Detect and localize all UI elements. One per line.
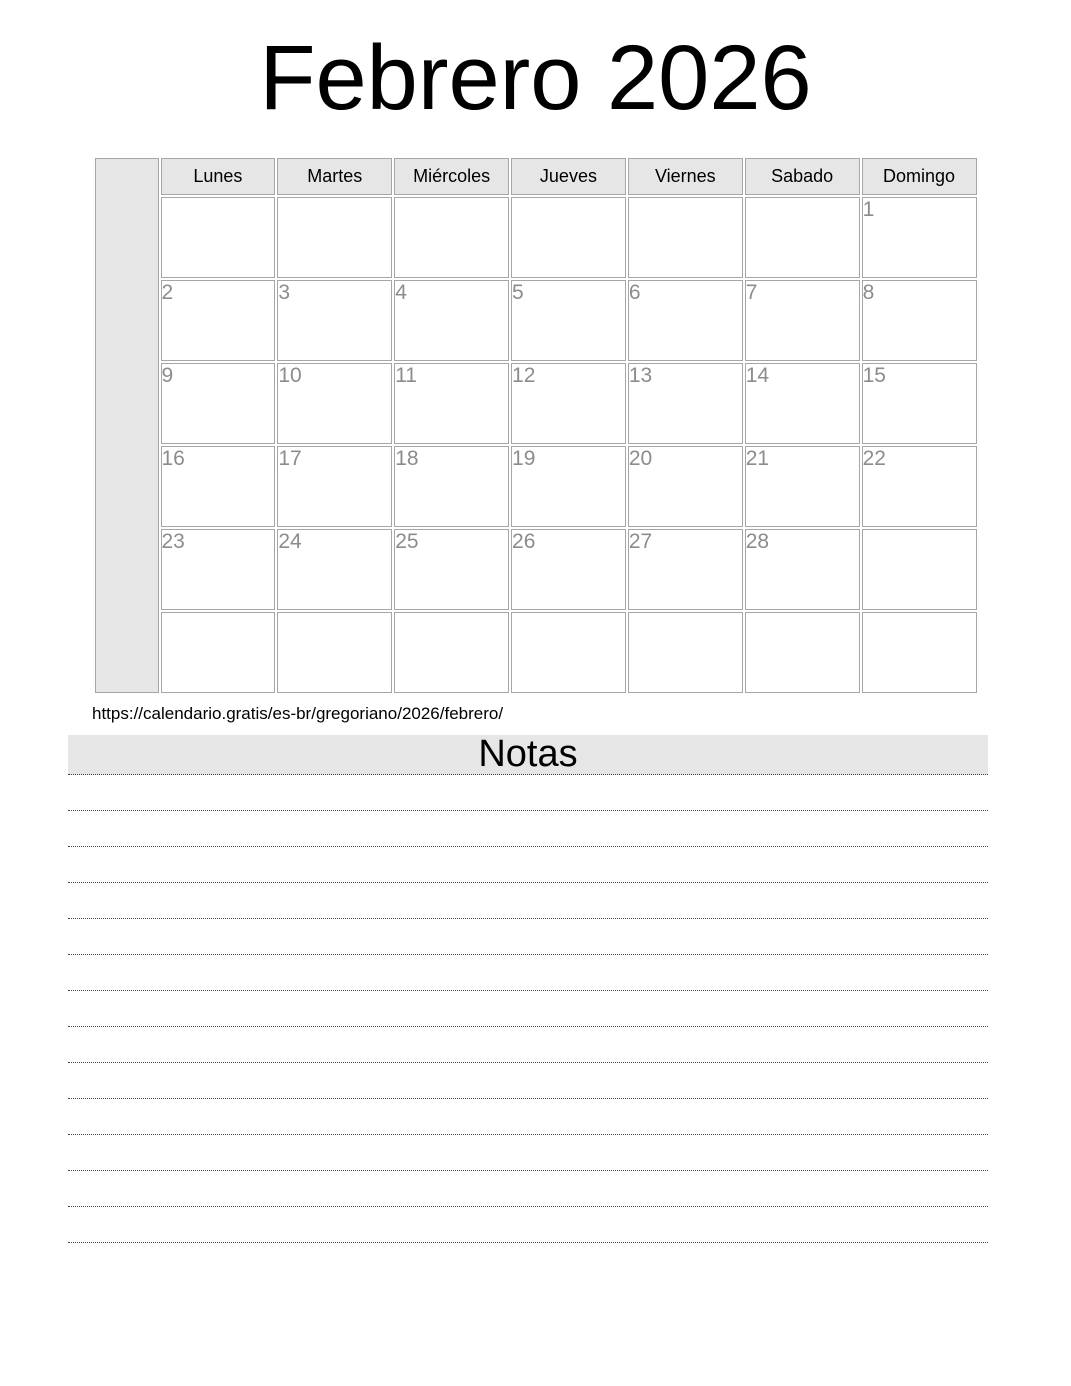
day-cell-11: 11 [394, 363, 509, 444]
day-cell-empty [394, 197, 509, 278]
day-cell-27: 27 [628, 529, 743, 610]
day-cell-23: 23 [161, 529, 276, 610]
week-row [95, 529, 977, 610]
day-cell-5: 5 [511, 280, 626, 361]
day-cell-3: 3 [277, 280, 392, 361]
note-line [68, 991, 988, 1027]
week-row [95, 363, 977, 444]
day-cell-17: 17 [277, 446, 392, 527]
day-cell-28: 28 [745, 529, 860, 610]
day-cell-1: 1 [862, 197, 977, 278]
weekday-header-miércoles: Miércoles [394, 158, 509, 195]
note-line [68, 1027, 988, 1063]
day-cell-empty [862, 529, 977, 610]
day-cell-22: 22 [862, 446, 977, 527]
day-cell-20: 20 [628, 446, 743, 527]
day-cell-empty [628, 197, 743, 278]
day-cell-empty [277, 197, 392, 278]
weekday-header-jueves: Jueves [511, 158, 626, 195]
day-cell-empty [161, 612, 276, 693]
weekday-header-sabado: Sabado [745, 158, 860, 195]
day-cell-4: 4 [394, 280, 509, 361]
week-number-column [95, 158, 159, 693]
notes-section [68, 735, 988, 1243]
note-line [68, 775, 988, 811]
note-line [68, 955, 988, 991]
day-cell-25: 25 [394, 529, 509, 610]
note-line [68, 847, 988, 883]
weekday-header-viernes: Viernes [628, 158, 743, 195]
week-row [95, 197, 977, 278]
day-cell-empty [511, 612, 626, 693]
note-line [68, 1099, 988, 1135]
week-row [95, 446, 977, 527]
weekday-header-row [95, 158, 977, 195]
day-cell-24: 24 [277, 529, 392, 610]
calendar-body [95, 158, 977, 693]
day-cell-16: 16 [161, 446, 276, 527]
day-cell-14: 14 [745, 363, 860, 444]
note-line [68, 919, 988, 955]
source-url: https://calendario.gratis/es-br/gregoriano/2026/febrero/ [92, 704, 504, 723]
day-cell-2: 2 [161, 280, 276, 361]
week-row [95, 612, 977, 693]
day-cell-8: 8 [862, 280, 977, 361]
day-cell-13: 13 [628, 363, 743, 444]
day-cell-empty [745, 612, 860, 693]
weekday-header-domingo: Domingo [862, 158, 977, 195]
day-cell-6: 6 [628, 280, 743, 361]
note-line [68, 1207, 988, 1243]
note-line [68, 1171, 988, 1207]
day-cell-empty [394, 612, 509, 693]
notes-header: Notas [68, 735, 988, 775]
day-cell-empty [161, 197, 276, 278]
notes-lines [68, 775, 988, 1243]
day-cell-26: 26 [511, 529, 626, 610]
day-cell-9: 9 [161, 363, 276, 444]
note-line [68, 1135, 988, 1171]
note-line [68, 1063, 988, 1099]
note-line [68, 811, 988, 847]
weekday-header-lunes: Lunes [161, 158, 276, 195]
day-cell-12: 12 [511, 363, 626, 444]
page-title: Febrero 2026 [259, 27, 812, 129]
week-row [95, 280, 977, 361]
day-cell-19: 19 [511, 446, 626, 527]
day-cell-15: 15 [862, 363, 977, 444]
day-cell-18: 18 [394, 446, 509, 527]
calendar-table [93, 156, 979, 695]
day-cell-empty [862, 612, 977, 693]
weekday-header-martes: Martes [277, 158, 392, 195]
day-cell-21: 21 [745, 446, 860, 527]
day-cell-empty [745, 197, 860, 278]
day-cell-7: 7 [745, 280, 860, 361]
day-cell-empty [511, 197, 626, 278]
day-cell-empty [277, 612, 392, 693]
day-cell-empty [628, 612, 743, 693]
note-line [68, 883, 988, 919]
day-cell-10: 10 [277, 363, 392, 444]
